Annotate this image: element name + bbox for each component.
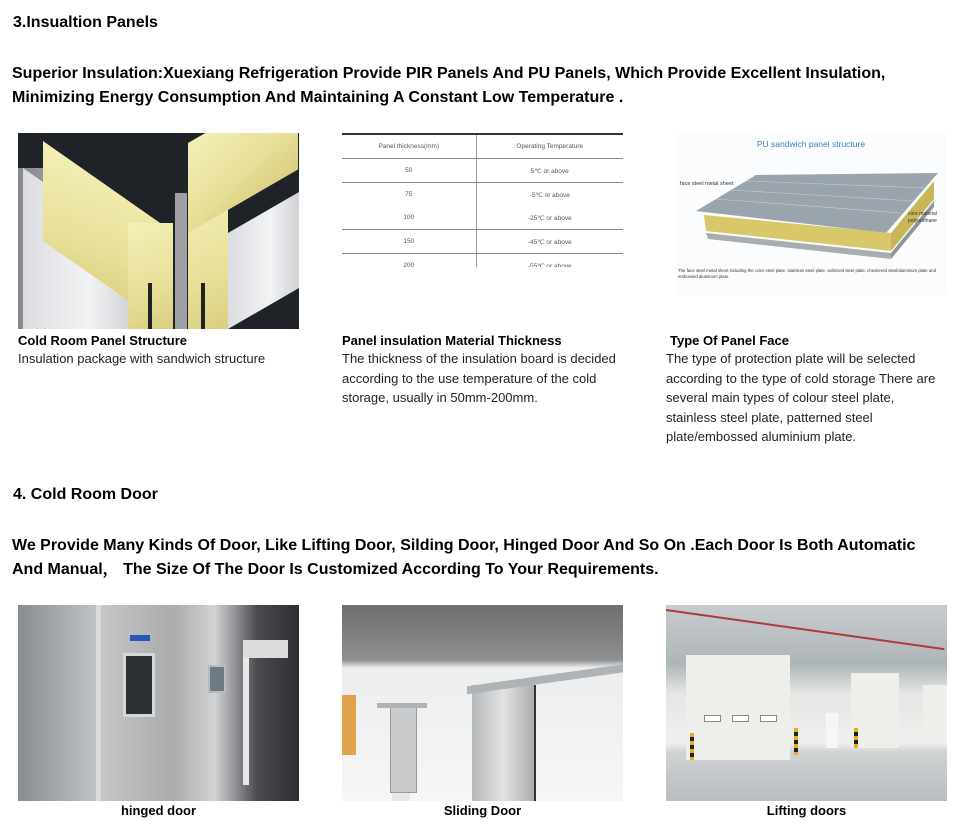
- diagram-footnote: The face steel metal sheet including the color steel plate, stainless steel plate, salinized steel plate, checkered steel/aluminum plate and embossed aluminum plate.: [678, 268, 936, 279]
- card-body: [342, 349, 642, 408]
- table-cell: -55℃ or above: [476, 254, 623, 268]
- card-body-line: stainless steel plate, patterned steel: [666, 409, 873, 425]
- card-body-line: storage, usually in 50mm-200mm.: [342, 390, 538, 405]
- sliding-door-image: [342, 605, 623, 801]
- door-lead-paragraph: [12, 534, 962, 582]
- table-cell: 100: [342, 206, 476, 230]
- card-body-line: The thickness of the insulation board is decided: [342, 351, 616, 366]
- door-caption: hinged door: [120, 803, 197, 818]
- section-heading-insulation-panels: 3.Insualtion Panels: [13, 14, 158, 31]
- diagram-title: PU sandwich panel structure: [756, 139, 866, 149]
- insulation-lead-paragraph: [12, 62, 962, 110]
- card-body-line: several main types of colour steel plate,: [666, 390, 895, 405]
- lead-line: Superior Insulation:Xuexiang Refrigeration Provide PIR Panels And PU Panels, Which Provide Excellent Insulation,: [12, 65, 886, 82]
- table-cell: 150: [342, 230, 476, 254]
- diagram-label-face: face steel metal sheet: [680, 181, 734, 187]
- section-heading-cold-room-door: 4. Cold Room Door: [13, 486, 158, 503]
- hinged-door-image: [18, 605, 299, 801]
- card-body-line: according to the use temperature of the cold: [342, 370, 597, 386]
- card-body-line: plate/embossed aluminium plate.: [666, 429, 857, 444]
- lead-line: And Manual， The Size Of The Door Is Customized According To Your Requirements.: [12, 561, 659, 578]
- table-cell: -45℃ or above: [476, 230, 623, 254]
- card-body-line: Insulation package with sandwich structure: [18, 351, 266, 366]
- card-title: Cold Room Panel Structure: [18, 333, 188, 348]
- table-cell: -5℃ or above: [529, 191, 570, 199]
- cold-room-panel-image: [18, 133, 299, 329]
- table-cell: 5℃ or above: [476, 159, 623, 183]
- card-body: [666, 349, 965, 447]
- diagram-label-core-material: polyurethane: [908, 218, 937, 224]
- card-body-line: The type of protection plate will be selected: [666, 351, 916, 366]
- pu-sandwich-diagram-image: [676, 133, 946, 295]
- card-body: [18, 349, 318, 369]
- card-title: Type Of Panel Face: [670, 333, 789, 348]
- table-header: Panel thickness(mm): [342, 134, 476, 159]
- card-title: Panel insulation Material Thickness: [342, 333, 562, 348]
- diagram-label-core: core material: [908, 211, 937, 217]
- lifting-door-image: [666, 605, 947, 801]
- lead-line: Minimizing Energy Consumption And Maintaining A Constant Low Temperature .: [12, 89, 624, 106]
- table-cell: 75: [342, 183, 476, 207]
- card-body-line: according to the type of cold storage There are: [666, 370, 936, 386]
- panel-thickness-table-image: [342, 133, 623, 267]
- table-cell: 50: [342, 159, 476, 183]
- lead-line: We Provide Many Kinds Of Door, Like Lifting Door, Silding Door, Hinged Door And So On .Each Door Is Both Automatic: [12, 537, 916, 554]
- door-caption: Sliding Door: [443, 803, 522, 818]
- door-caption: Lifting doors: [766, 803, 847, 818]
- table-cell: -25℃ or above: [476, 206, 623, 230]
- table-header: Operating Temperature: [476, 134, 623, 159]
- thickness-table: [342, 133, 623, 267]
- table-cell: 200: [342, 254, 476, 268]
